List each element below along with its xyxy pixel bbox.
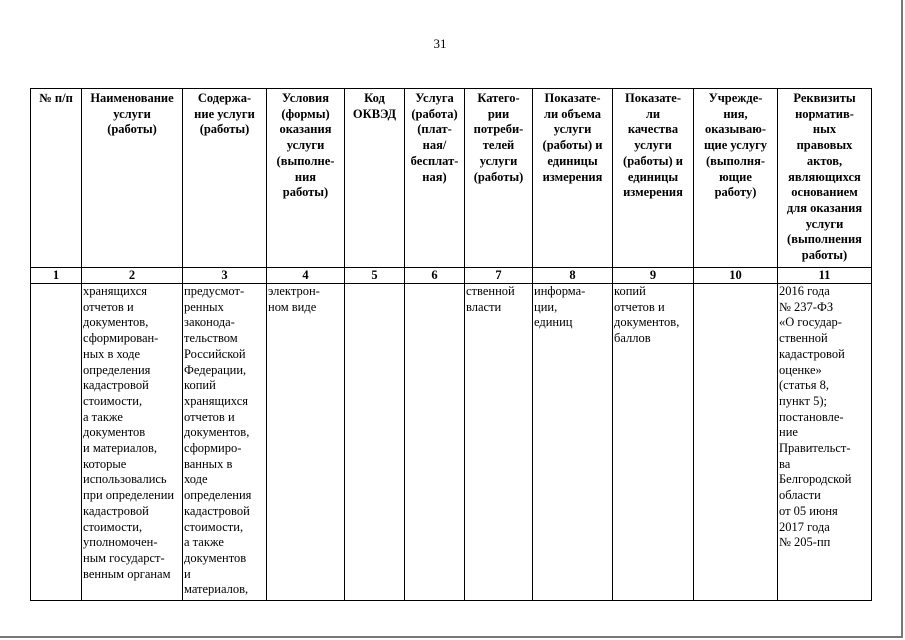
header-cell-paid-free: Услуга (работа) (плат- ная/ бесплат- ная) bbox=[405, 89, 465, 268]
header-cell-consumer-categories: Катего- рии потреби- телей услуги (работы) bbox=[465, 89, 533, 268]
row-cell-number bbox=[31, 284, 82, 601]
row-cell-conditions: электрон- ном виде bbox=[267, 284, 345, 601]
column-number: 8 bbox=[533, 268, 613, 284]
row-cell-paid-free bbox=[405, 284, 465, 601]
row-cell-quality-indicators: копий отчетов и документов, баллов bbox=[613, 284, 694, 601]
header-cell-institutions: Учрежде- ния, оказываю- щие услугу (выполня- ющие работу) bbox=[694, 89, 778, 268]
header-cell-volume-indicators: Показате- ли объема услуги (работы) и единицы измерения bbox=[533, 89, 613, 268]
header-cell-okved: Код ОКВЭД bbox=[345, 89, 405, 268]
row-cell-service-name: хранящихся отчетов и документов, сформирован- ных в ходе определения кадастровой стоимости, а также документов и материалов, которые использовались при определении кадастровой стоимости, уполномочен- ным государст- венным органам bbox=[82, 284, 183, 601]
page-number: 31 bbox=[433, 36, 447, 51]
column-number: 11 bbox=[778, 268, 872, 284]
column-number: 9 bbox=[613, 268, 694, 284]
row-cell-service-content: предусмот- ренных законода- тельством Российской Федерации, копий хранящихся отчетов и документов, сформиро- ванных в ходе определения кадастровой стоимости, а также документов и материалов, bbox=[183, 284, 267, 601]
column-number: 6 bbox=[405, 268, 465, 284]
column-number: 7 bbox=[465, 268, 533, 284]
services-table bbox=[30, 88, 872, 601]
table-row bbox=[31, 284, 872, 601]
header-cell-service-name: Наименование услуги (работы) bbox=[82, 89, 183, 268]
row-cell-okved bbox=[345, 284, 405, 601]
column-number: 5 bbox=[345, 268, 405, 284]
header-cell-conditions: Условия (формы) оказания услуги (выполне- ния работы) bbox=[267, 89, 345, 268]
column-number: 10 bbox=[694, 268, 778, 284]
column-number: 3 bbox=[183, 268, 267, 284]
header-cell-quality-indicators: Показате- ли качества услуги (работы) и единицы измерения bbox=[613, 89, 694, 268]
row-cell-volume-indicators: информа- ции, единиц bbox=[533, 284, 613, 601]
column-number-row bbox=[31, 268, 872, 284]
header-cell-legal-acts: Реквизиты норматив- ных правовых актов, являющихся основанием для оказания услуги (выполнения работы) bbox=[778, 89, 872, 268]
row-cell-institutions bbox=[694, 284, 778, 601]
column-number: 4 bbox=[267, 268, 345, 284]
row-cell-legal-acts: 2016 года № 237-ФЗ «О государ- ственной кадастровой оценке» (статья 8, пункт 5); постановле- ние Правительст- ва Белгородской области от 05 июня 2017 года № 205-пп bbox=[778, 284, 872, 601]
column-number: 2 bbox=[82, 268, 183, 284]
header-row bbox=[31, 89, 872, 268]
header-cell-service-content: Содержа- ние услуги (работы) bbox=[183, 89, 267, 268]
header-cell-number: № п/п bbox=[31, 89, 82, 268]
column-number: 1 bbox=[31, 268, 82, 284]
row-cell-consumer-categories: ственной власти bbox=[465, 284, 533, 601]
